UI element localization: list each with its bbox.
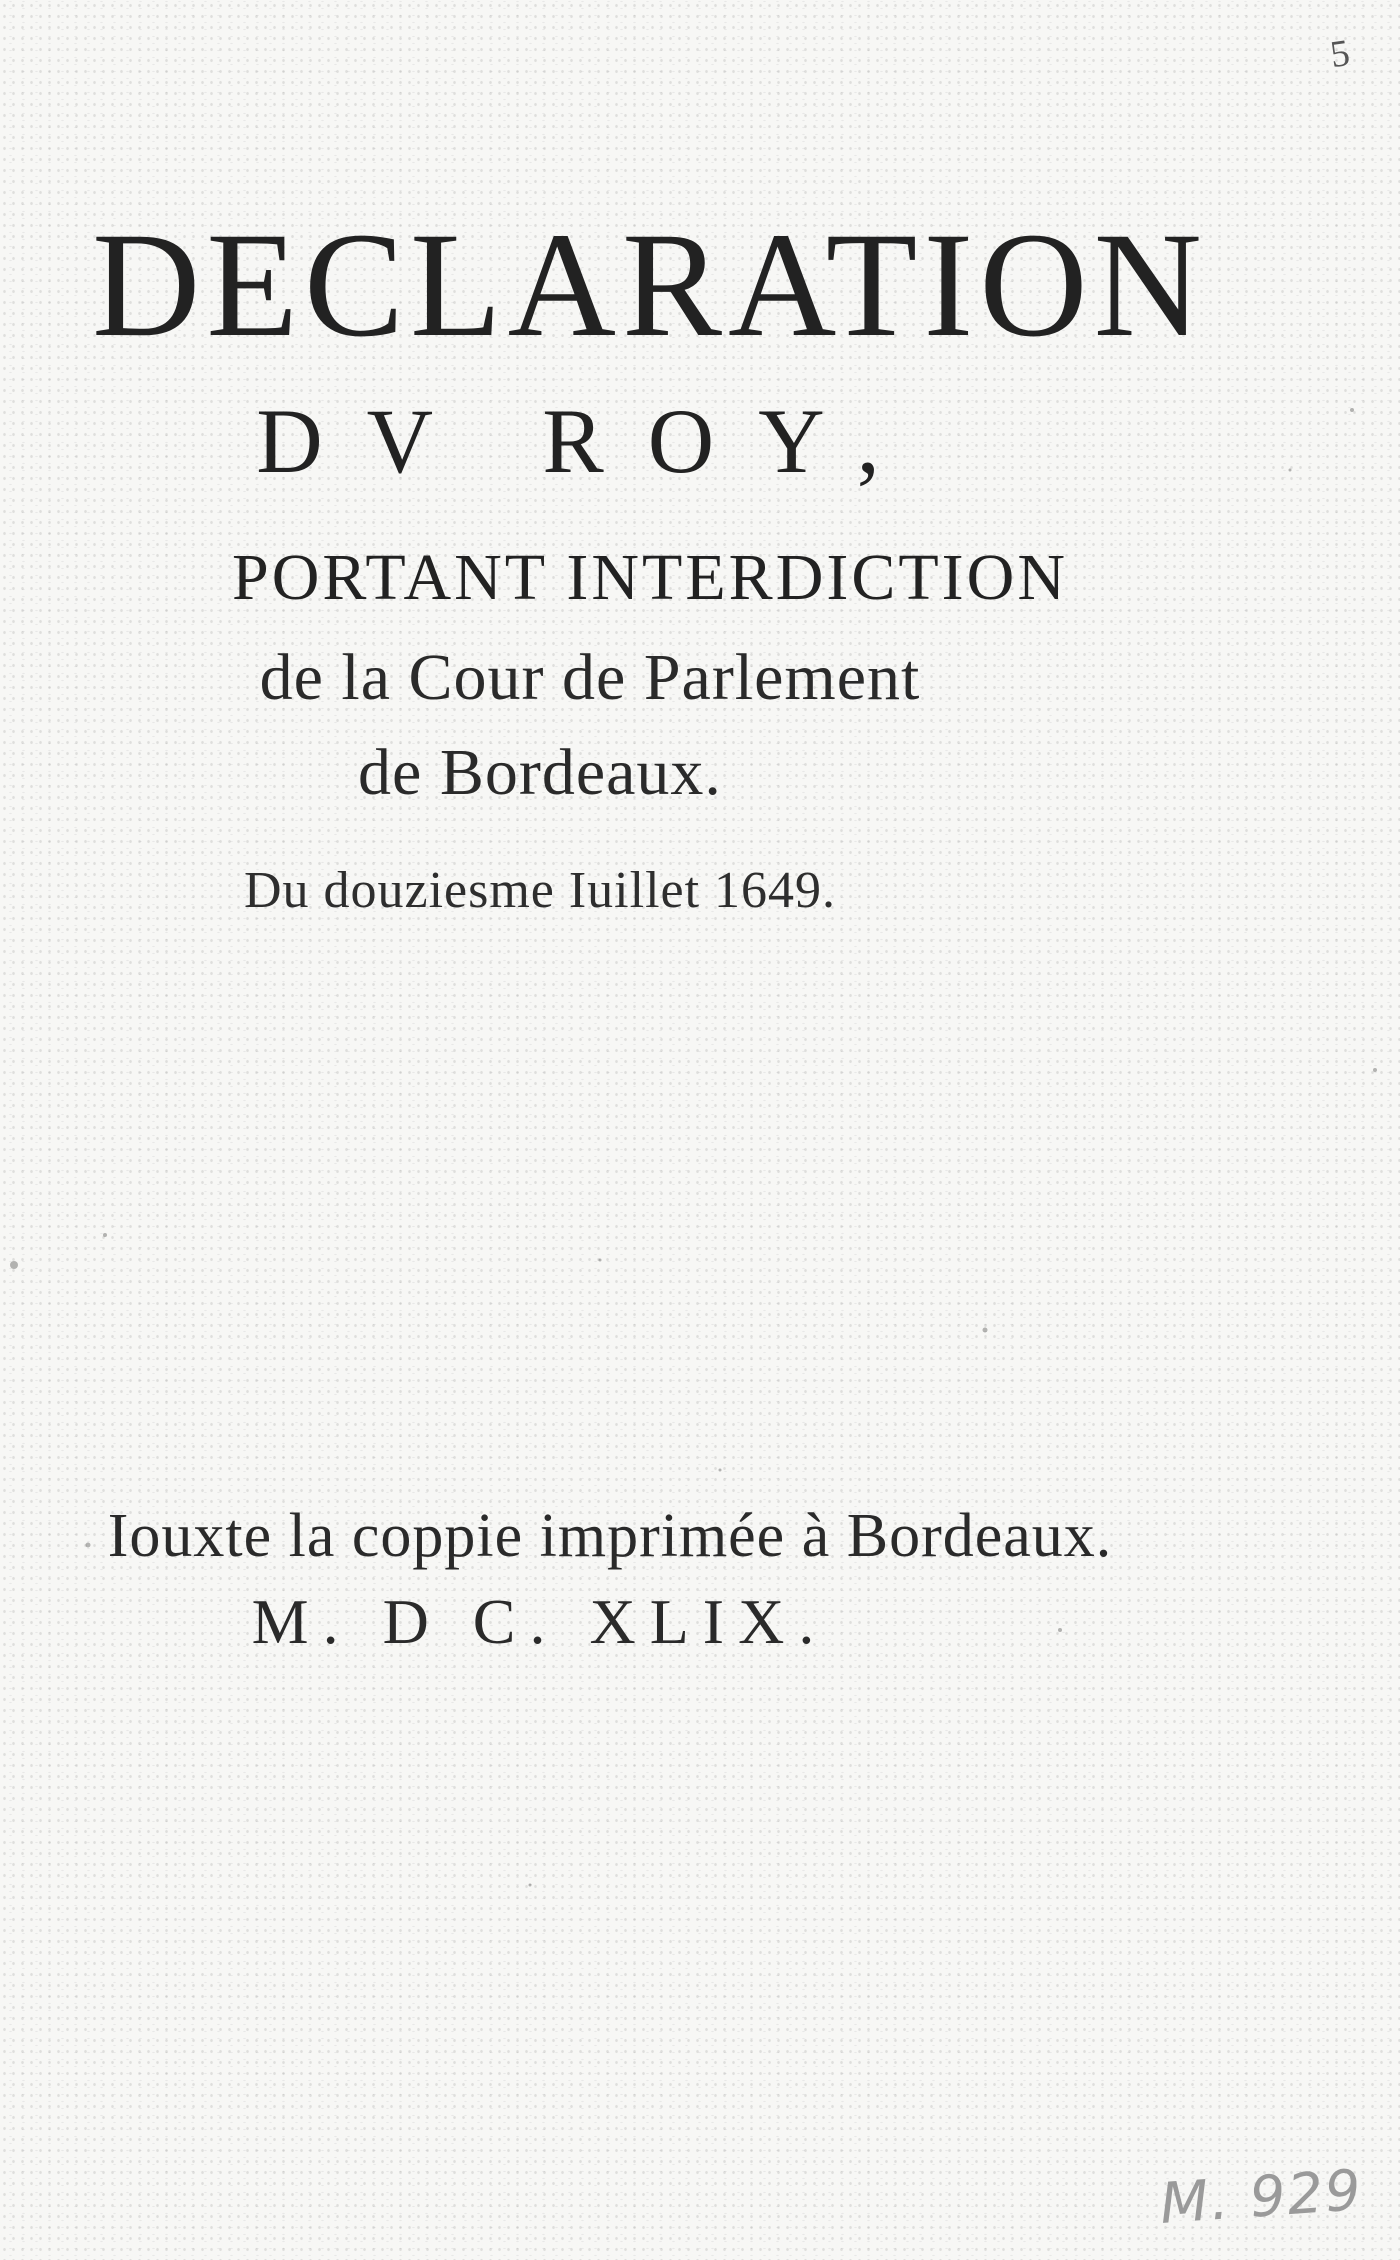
imprint-year: M. D C. XLIX. bbox=[251, 1586, 829, 1657]
document-description-line-1: de la Cour de Parlement bbox=[259, 641, 921, 714]
document-date: Du douziesme Iuillet 1649. bbox=[243, 862, 837, 919]
document-title: DECLARATION bbox=[92, 202, 1208, 368]
imprint-line-1: Iouxte la coppie imprimée à Bordeaux. bbox=[107, 1502, 1113, 1570]
folio-mark: 5 bbox=[1327, 31, 1353, 77]
document-subtitle: DV ROY, bbox=[256, 390, 924, 492]
shelfmark-annotation: M. 929 bbox=[1157, 2158, 1365, 2237]
document-description-line-2: de Bordeaux. bbox=[358, 736, 722, 809]
document-portant-line: PORTANT INTERDICTION bbox=[232, 541, 1068, 614]
